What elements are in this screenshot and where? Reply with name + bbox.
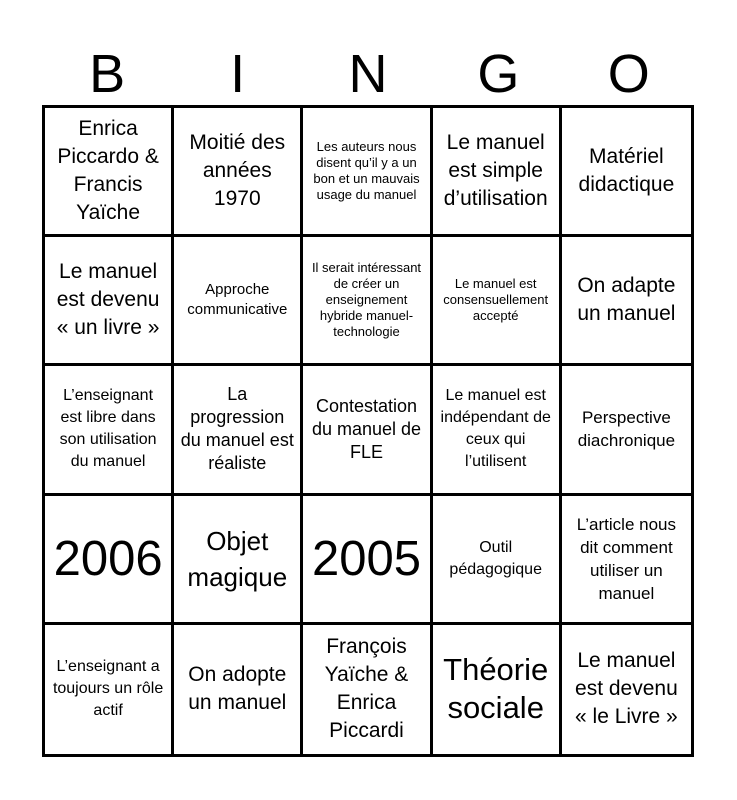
cell-text: 2005: [311, 531, 421, 586]
cell-text: On adapte un manuel: [577, 274, 676, 326]
cell-text: Moitié des années 1970: [189, 131, 286, 211]
bingo-cell-r5-c2[interactable]: [174, 625, 303, 754]
cell-text: Le manuel est devenu « un livre »: [56, 260, 160, 340]
header-letter-i: I: [230, 44, 246, 104]
bingo-cell-r4-c3[interactable]: [303, 496, 432, 625]
bingo-cell-r1-c5[interactable]: [562, 108, 691, 237]
bingo-cell-r4-c5[interactable]: [562, 496, 691, 625]
bingo-header: [42, 44, 694, 104]
bingo-cell-r2-c4[interactable]: [433, 237, 562, 366]
bingo-cell-r3-c2[interactable]: [174, 366, 303, 495]
cell-text: Il serait intéressant de créer un enseignement hybride manuel-technologie: [311, 260, 422, 340]
bingo-board: [42, 105, 694, 757]
cell-text: Outil pédagogique: [449, 538, 542, 578]
cell-text: 2006: [53, 531, 163, 586]
bingo-cell-r2-c2[interactable]: [174, 237, 303, 366]
cell-text: Le manuel est devenu « le Livre »: [575, 649, 678, 729]
cell-text: François Yaïche & Enrica Piccardi: [324, 635, 409, 743]
cell-text: Le manuel est simple d’utilisation: [443, 131, 548, 211]
cell-text: L’article nous dit comment utiliser un manuel: [576, 514, 676, 603]
bingo-cell-r1-c1[interactable]: [45, 108, 174, 237]
cell-text: Le manuel est indépendant de ceux qui l’utilisent: [440, 387, 551, 471]
header-letter-n: N: [348, 44, 388, 104]
bingo-cell-r5-c4[interactable]: [433, 625, 562, 754]
cell-text: Matériel didactique: [578, 145, 675, 197]
bingo-cell-r4-c4[interactable]: [433, 496, 562, 625]
bingo-cell-r3-c4[interactable]: [433, 366, 562, 495]
cell-text: Le manuel est consensuellement accepté: [443, 276, 549, 324]
bingo-cell-r2-c5[interactable]: [562, 237, 691, 366]
header-letter-g: G: [477, 44, 520, 104]
bingo-cell-r5-c1[interactable]: [45, 625, 174, 754]
cell-text: Les auteurs nous disent qu’il y a un bon et un mauvais usage du manuel: [313, 139, 420, 203]
bingo-cell-r4-c2[interactable]: [174, 496, 303, 625]
bingo-cell-r4-c1[interactable]: [45, 496, 174, 625]
bingo-cell-r2-c1[interactable]: [45, 237, 174, 366]
bingo-cell-r5-c5[interactable]: [562, 625, 691, 754]
cell-text: Perspective diachronique: [577, 408, 676, 451]
cell-text: L’enseignant a toujours un rôle actif: [52, 658, 164, 720]
bingo-cell-r5-c3[interactable]: [303, 625, 432, 754]
bingo-cell-r3-c3[interactable]: [303, 366, 432, 495]
header-letter-b: B: [89, 44, 126, 104]
cell-text: Objet magique: [187, 525, 288, 592]
bingo-cell-r3-c5[interactable]: [562, 366, 691, 495]
cell-text: L’enseignant est libre dans son utilisation du manuel: [59, 387, 157, 471]
cell-text: Théorie sociale: [443, 652, 549, 726]
cell-text: Contestation du manuel de FLE: [311, 395, 422, 462]
header-letter-o: O: [607, 44, 650, 104]
cell-text: Enrica Piccardo & Francis Yaïche: [57, 117, 159, 225]
cell-text: On adopte un manuel: [188, 663, 287, 715]
bingo-cell-r2-c3[interactable]: [303, 237, 432, 366]
bingo-cell-r1-c4[interactable]: [433, 108, 562, 237]
cell-text: La progression du manuel est réaliste: [180, 384, 294, 474]
bingo-cell-r3-c1[interactable]: [45, 366, 174, 495]
bingo-cell-r1-c2[interactable]: [174, 108, 303, 237]
cell-text: Approche communicative: [187, 281, 288, 319]
bingo-cell-r1-c3[interactable]: [303, 108, 432, 237]
